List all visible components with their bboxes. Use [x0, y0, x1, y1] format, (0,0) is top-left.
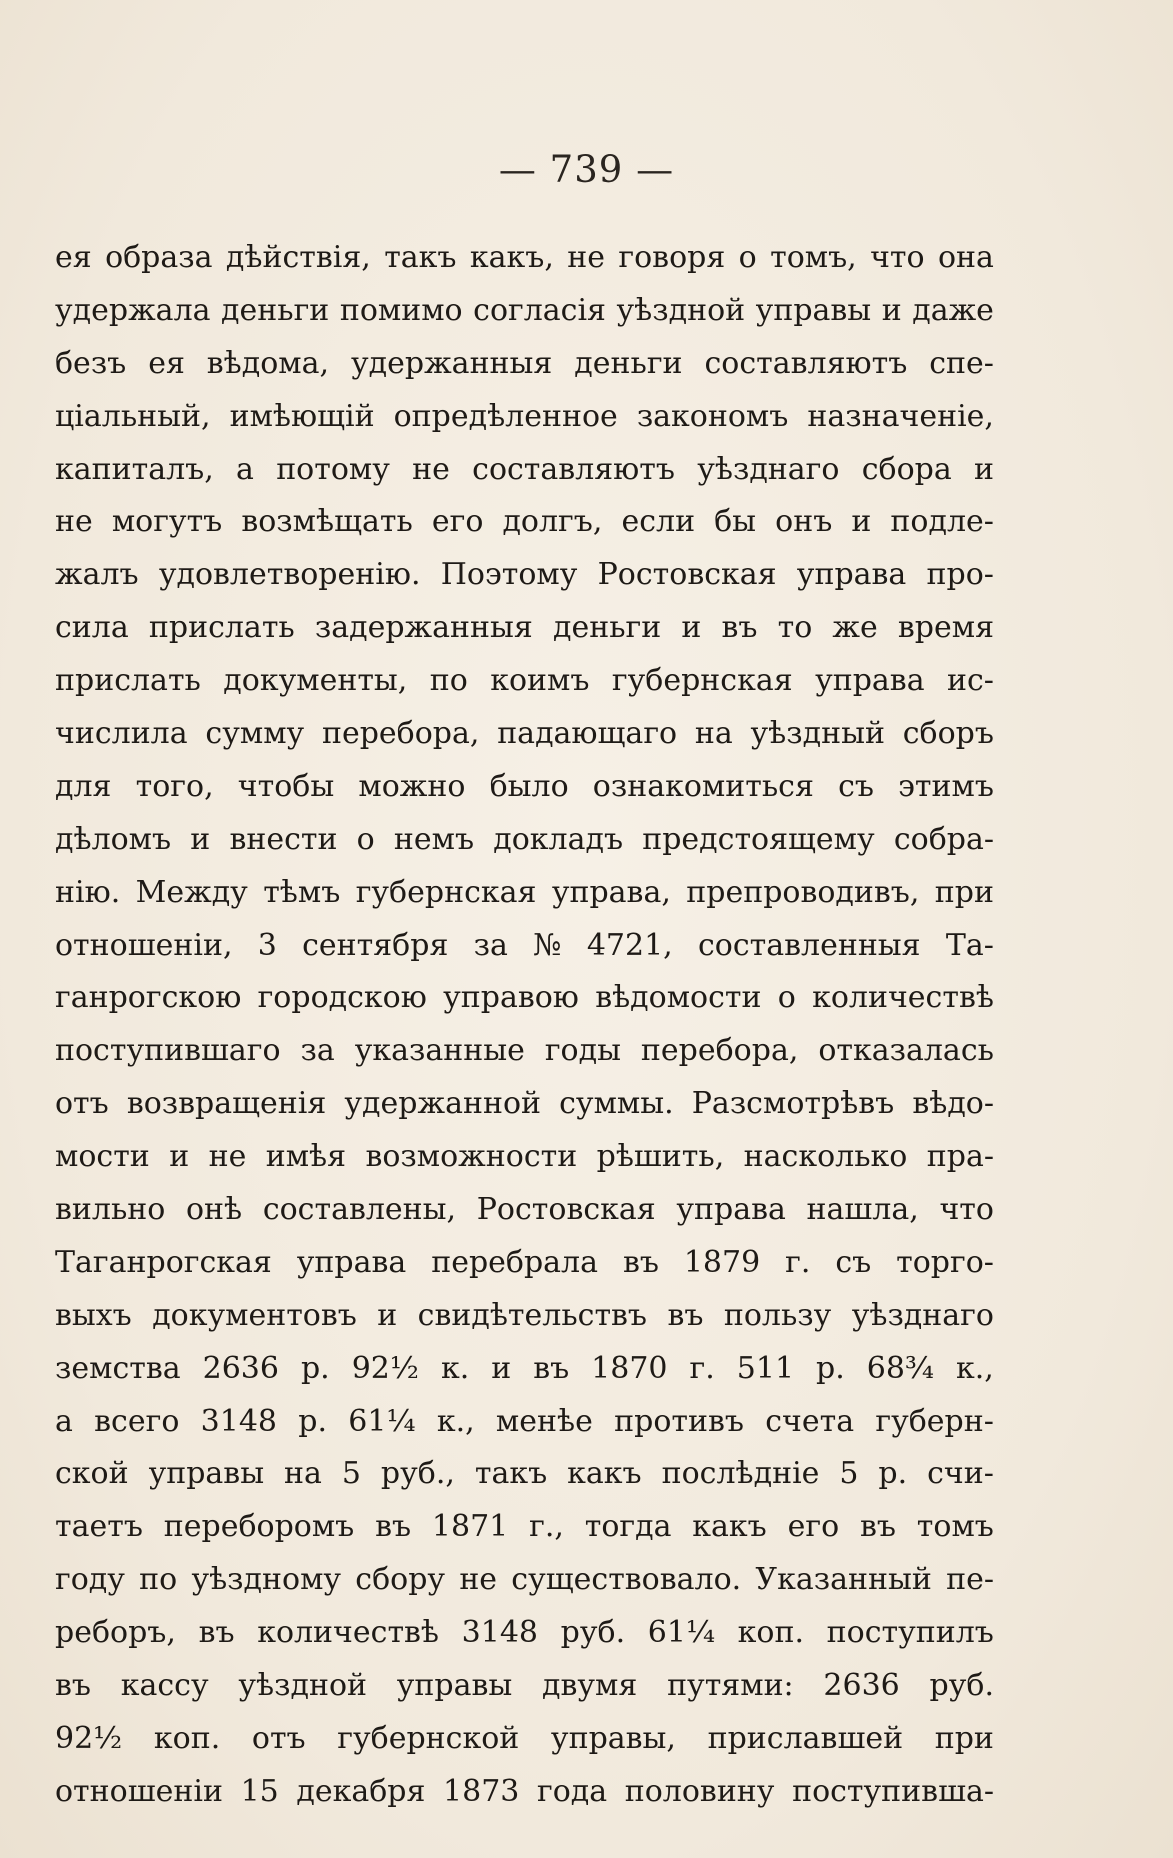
text-line: ціальный, имѣющій опредѣленное закономъ назначеніе, [55, 398, 994, 434]
body-text [55, 232, 994, 1819]
text-line: для того, чтобы можно было ознакомиться съ этимъ [55, 768, 994, 804]
page-number: — 739 — [498, 148, 675, 191]
text-line: сила прислать задержанныя деньги и въ то же время [55, 610, 994, 646]
text-line: отъ возвращенія удержанной суммы. Разсмотрѣвъ вѣдо- [55, 1086, 994, 1122]
text-line: году по уѣздному сбору не существовало. Указанный пе- [55, 1562, 994, 1598]
text-line: прислать документы, по коимъ губернская управа ис- [55, 663, 994, 699]
text-line: не могутъ возмѣщать его долгъ, если бы онъ и подле- [55, 504, 994, 540]
text-line: ея образа дѣйствія, такъ какъ, не говоря о томъ, что она [55, 240, 994, 275]
text-line: таетъ переборомъ въ 1871 г., тогда какъ его въ томъ [55, 1509, 994, 1545]
text-line: отношеніи 15 декабря 1873 года половину поступивша- [55, 1773, 994, 1809]
text-line: Таганрогская управа перебрала въ 1879 г. съ торго- [55, 1244, 994, 1280]
text-line: а всего 3148 р. 61¼ к., менѣе противъ счета губерн- [55, 1403, 994, 1439]
text-line: дѣломъ и внести о немъ докладъ предстоящему собра- [55, 821, 994, 857]
text-line: отношеніи, 3 сентября за № 4721, составленныя Та- [55, 927, 994, 963]
text-line: ганрогскою городскою управою вѣдомости о количествѣ [55, 980, 994, 1016]
text-line: безъ ея вѣдома, удержанныя деньги составляютъ спе- [55, 345, 994, 381]
text-line: капиталъ, а потому не составляютъ уѣзднаго сбора и [55, 451, 994, 487]
text-line: мости и не имѣя возможности рѣшить, насколько пра- [55, 1139, 994, 1175]
text-line: жалъ удовлетворенію. Поэтому Ростовская управа про- [55, 557, 994, 593]
text-line: числила сумму перебора, падающаго на уѣздный сборъ [55, 716, 994, 752]
text-line: 92½ коп. отъ губернской управы, приславшей при [55, 1720, 994, 1756]
text-line: въ кассу уѣздной управы двумя путями: 2636 руб. [55, 1668, 994, 1704]
text-line: земства 2636 р. 92½ к. и въ 1870 г. 511 р. 68¾ к., [55, 1350, 994, 1386]
text-line: поступившаго за указанные годы перебора, отказалась [55, 1033, 994, 1069]
text-line: реборъ, въ количествѣ 3148 руб. 61¼ коп. поступилъ [55, 1615, 994, 1651]
text-line: удержала деньги помимо согласія уѣздной управы и даже [55, 292, 994, 328]
text-line: выхъ документовъ и свидѣтельствъ въ пользу уѣзднаго [55, 1297, 994, 1333]
text-line: нію. Между тѣмъ губернская управа, препроводивъ, при [55, 874, 994, 910]
text-line: вильно онѣ составлены, Ростовская управа нашла, что [55, 1192, 994, 1228]
text-line: ской управы на 5 руб., такъ какъ послѣдніе 5 р. счи- [55, 1456, 994, 1492]
